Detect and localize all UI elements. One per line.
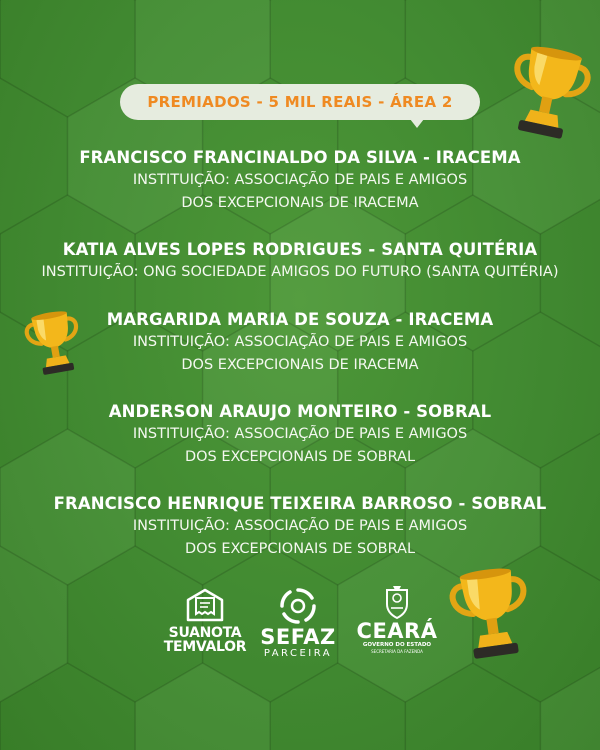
header-pill <box>120 84 480 120</box>
trophy-icon <box>448 562 534 668</box>
winner-institution-line: INSTITUIÇÃO: ASSOCIAÇÃO DE PAIS E AMIGOS <box>132 518 468 534</box>
winner-entry-2 <box>0 239 600 284</box>
logo-text-line1: SUANOTA <box>168 625 242 641</box>
ceara-government-logo <box>352 584 442 655</box>
winner-entry-5 <box>0 493 600 561</box>
winner-entry-3 <box>0 309 600 377</box>
winner-name: MARGARIDA MARIA DE SOUZA - IRACEMA <box>106 310 494 329</box>
winner-name: ANDERSON ARAUJO MONTEIRO - SOBRAL <box>108 402 492 421</box>
winner-institution-line: DOS EXCEPCIONAIS DE IRACEMA <box>181 357 419 373</box>
winner-entry-4 <box>0 401 600 469</box>
winner-name: FRANCISCO FRANCINALDO DA SILVA - IRACEMA <box>79 148 521 167</box>
state-crest-icon <box>382 584 412 620</box>
logo-title: SEFAZ <box>260 625 336 649</box>
winner-institution-line: INSTITUIÇÃO: ASSOCIAÇÃO DE PAIS E AMIGOS <box>132 426 468 442</box>
winner-institution-line: DOS EXCEPCIONAIS DE SOBRAL <box>184 541 416 557</box>
winner-institution-line: INSTITUIÇÃO: ONG SOCIEDADE AMIGOS DO FUTURO (SANTA QUITÉRIA) <box>41 264 559 280</box>
logo-title: CEARÁ <box>356 619 438 643</box>
winner-entry-1 <box>0 147 600 215</box>
winner-institution-line: DOS EXCEPCIONAIS DE SOBRAL <box>184 449 416 465</box>
logo-subtitle: GOVERNO DO ESTADO <box>362 642 432 648</box>
sua-nota-tem-valor-logo <box>160 586 250 654</box>
logo-text-line2: TEMVALOR <box>163 639 247 655</box>
sefaz-logo <box>256 586 340 660</box>
header-title: PREMIADOS - 5 MIL REAIS - ÁREA 2 <box>147 93 453 111</box>
sefaz-ring-icon <box>278 586 318 626</box>
winner-institution-line: INSTITUIÇÃO: ASSOCIAÇÃO DE PAIS E AMIGOS <box>132 172 468 188</box>
winner-name: FRANCISCO HENRIQUE TEIXEIRA BARROSO - SOBRAL <box>53 494 547 513</box>
winner-name: KATIA ALVES LOPES RODRIGUES - SANTA QUITÉRIA <box>62 240 538 259</box>
winner-institution-line: DOS EXCEPCIONAIS DE IRACEMA <box>181 195 419 211</box>
trophy-icon <box>505 40 591 148</box>
trophy-icon <box>24 307 84 381</box>
logo-tiny-text: SECRETARIA DA FAZENDA <box>371 649 423 654</box>
receipt-icon <box>182 586 228 626</box>
winner-institution-line: INSTITUIÇÃO: ASSOCIAÇÃO DE PAIS E AMIGOS <box>132 334 468 350</box>
logo-subtitle: PARCEIRA <box>263 648 333 659</box>
